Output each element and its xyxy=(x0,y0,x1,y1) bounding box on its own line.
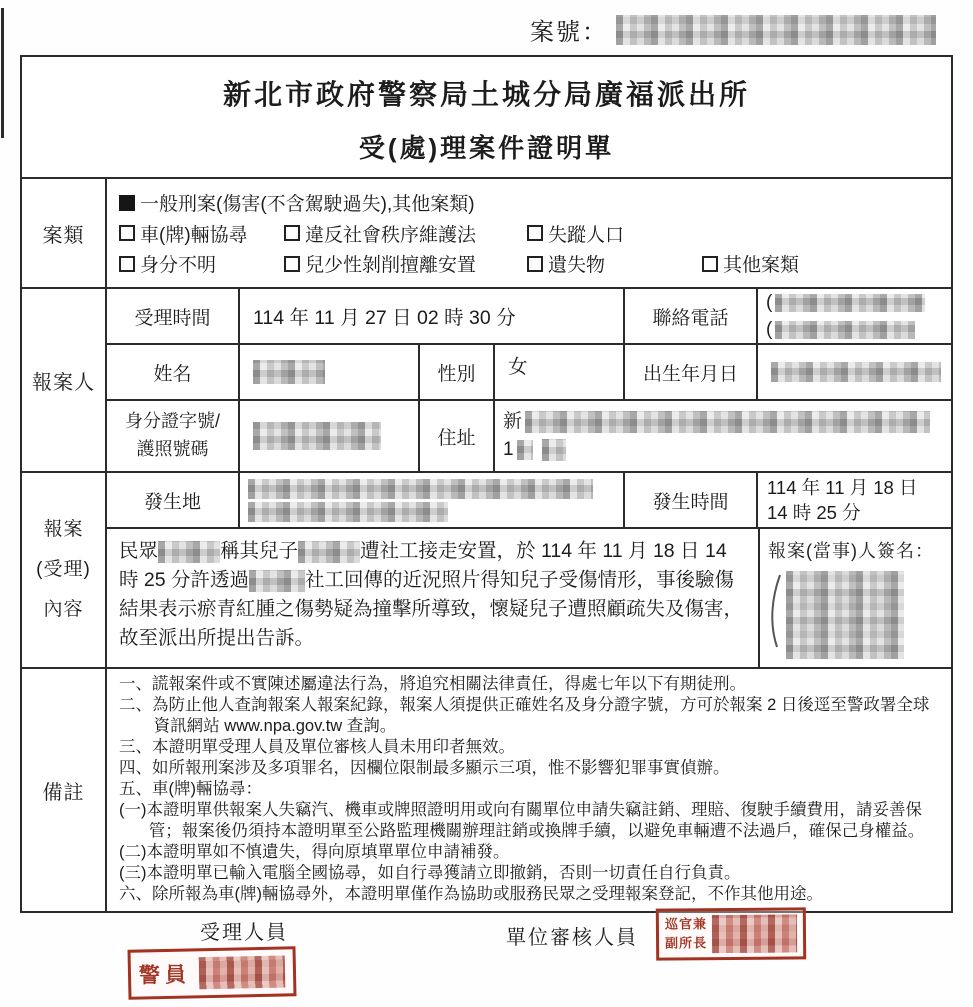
section-report-content xyxy=(22,473,951,669)
note-item: 五、車(牌)輛協尋： xyxy=(119,780,262,798)
checkbox-icon xyxy=(284,256,300,272)
address-redacted xyxy=(542,439,566,461)
checkbox-lost-property xyxy=(527,250,702,277)
note-subitem: (一)本證明單供報案人失竊汽、機車或牌照證明用或向有關單位申請失竊註銷、理賠、復駛手續費用，請妥善保管；報案後仍須持本證明單至公路監理機關辦理註銷或換牌手續，以避免車輛遭不法過戶，確保己身權益。 xyxy=(119,801,925,840)
location-value xyxy=(240,473,625,527)
note-item: 二、為防止他人查詢報案人報案紀錄，報案人須提供正確姓名及身分證字號，方可於報案 2 日後逕至警政署全球資訊網站 www.npa.gov.tw 查詢。 xyxy=(119,696,930,735)
case-type-row-3 xyxy=(119,250,945,277)
phone-line-1 xyxy=(766,291,925,315)
checkbox-general-criminal-case xyxy=(119,189,475,216)
phone-prefix: ( xyxy=(766,318,773,340)
report-label-line1: 報案 xyxy=(43,519,84,541)
option-label: 身分不明 xyxy=(140,255,217,276)
checkbox-icon xyxy=(527,225,543,241)
note-item: 三、本證明單受理人員及單位審核人員未用印者無效。 xyxy=(119,738,515,756)
address-value xyxy=(495,401,951,471)
location-redacted xyxy=(248,479,593,499)
checkbox-icon xyxy=(119,225,135,241)
id-number-value xyxy=(240,401,420,471)
section-notes xyxy=(22,669,951,911)
statement-text xyxy=(119,537,746,653)
option-label: 其他案類 xyxy=(723,255,800,276)
note-subitem: (三)本證明單已輸入電腦全國協尋，如自行尋獲請立即撤銷，否則一切責任自行負責。 xyxy=(119,864,741,882)
row-statement-signature xyxy=(107,529,951,667)
signature-stroke-icon xyxy=(768,571,784,651)
option-label: 失蹤人口 xyxy=(548,224,625,246)
address-prefix: 新 xyxy=(503,411,523,432)
option-label: 一般刑案(傷害(不含駕駛過失),其他案類) xyxy=(140,194,475,215)
statement-redacted-name xyxy=(158,541,220,563)
address-redacted xyxy=(517,440,533,460)
scan-edge-artifact xyxy=(1,8,4,138)
signature-redacted xyxy=(786,571,904,659)
section-reporter xyxy=(22,289,951,473)
case-number-redacted xyxy=(616,15,936,45)
case-number-bar xyxy=(530,12,936,47)
checkbox-icon xyxy=(119,256,135,272)
stamp-rank-inspector-deputy-chief xyxy=(665,915,707,953)
birth-label: 出生年月日 xyxy=(625,345,758,399)
note-subitem: (二)本證明單如不慎遺失，得向原填單單位申請補發。 xyxy=(119,843,510,861)
stamp-rank-police-officer: 警員 xyxy=(138,963,192,988)
officer-footer xyxy=(0,902,973,1007)
contact-phone-label: 聯絡電話 xyxy=(625,289,758,343)
reporter-section-label: 報案人 xyxy=(22,289,107,471)
phone-redacted xyxy=(775,321,915,339)
id-number-label xyxy=(107,401,240,471)
option-label: 遺失物 xyxy=(548,255,606,276)
name-redacted xyxy=(253,360,325,384)
stamp-rank-line2: 副所長 xyxy=(665,935,708,951)
officer-name-redacted xyxy=(712,914,797,953)
id-label-line1: 身分證字號/ xyxy=(124,411,220,432)
gender-value: 女 xyxy=(495,345,625,399)
row-accept-time xyxy=(107,289,951,345)
location-label: 發生地 xyxy=(107,473,240,527)
checkbox-other-case xyxy=(702,250,799,277)
note-item: 四、如所報刑案涉及多項罪名，因欄位限制最多顯示三項，惟不影響犯罪事實偵辦。 xyxy=(119,759,730,777)
accept-time-value: 114 年 11 月 27 日 02 時 30 分 xyxy=(240,289,625,343)
report-section-label xyxy=(22,473,107,667)
notes-list xyxy=(107,669,951,911)
agency-title: 新北市政府警察局土城分局廣福派出所 xyxy=(222,79,750,110)
case-number-label: 案號： xyxy=(530,19,608,46)
row-location-time xyxy=(107,473,951,529)
case-type-row-2 xyxy=(119,220,945,247)
birth-redacted xyxy=(771,362,941,382)
row-id-address xyxy=(107,401,951,471)
phone-redacted xyxy=(775,294,925,312)
statement-cell xyxy=(107,529,760,667)
checkbox-icon xyxy=(702,256,718,272)
report-label-line3: 內容 xyxy=(43,598,84,620)
case-type-row-1 xyxy=(119,189,945,216)
phone-prefix: ( xyxy=(766,291,773,313)
certificate-form xyxy=(20,55,953,913)
address-prefix: 1 xyxy=(503,439,514,460)
checkbox-icon xyxy=(527,256,543,272)
checkbox-vehicle-search xyxy=(119,220,284,247)
id-redacted xyxy=(253,422,381,450)
form-title: 受(處)理案件證明單 xyxy=(358,133,615,163)
reviewing-officer-label: 單位審核人員 xyxy=(506,927,638,949)
checkbox-icon xyxy=(119,195,135,211)
statement-redacted-name xyxy=(298,541,360,563)
phone-line-2 xyxy=(766,318,915,342)
section-case-type xyxy=(22,179,951,289)
id-label-line2: 護照號碼 xyxy=(136,439,209,459)
signature-cell xyxy=(760,529,951,667)
accept-time-label: 受理時間 xyxy=(107,289,240,343)
address-redacted xyxy=(525,411,930,433)
signature-label: 報案(當事)人簽名： xyxy=(768,541,934,561)
statement-part: 民眾 xyxy=(119,540,159,562)
occur-time-line1: 114 年 11 月 18 日 xyxy=(767,477,918,498)
address-label: 住址 xyxy=(420,401,495,471)
accepting-officer-label: 受理人員 xyxy=(200,922,288,944)
reviewing-officer-stamp xyxy=(656,907,806,960)
address-line-1 xyxy=(503,409,930,435)
officer-name-redacted xyxy=(199,955,286,989)
form-title-block xyxy=(22,57,951,179)
occur-time-value xyxy=(758,473,951,527)
signature-area xyxy=(768,571,904,659)
option-label: 違反社會秩序維護法 xyxy=(305,224,477,246)
occur-time-line2: 14 時 25 分 xyxy=(767,502,861,523)
statement-part: 社工回傳的近況照片得知兒子受傷情形，事後驗傷結果表示瘀青紅腫之傷勢疑為撞擊所導致，懷疑兒子遭照顧疏失及傷害，故至派出所提出告訴。 xyxy=(119,569,744,649)
report-label-line2: (受理) xyxy=(36,559,91,581)
statement-part: 遭社工接走安置，於 114 年 11 月 18 日 14 時 25 分許透過 xyxy=(119,540,727,591)
checkbox-icon xyxy=(284,225,300,241)
checkbox-missing-person xyxy=(527,220,702,247)
gender-label: 性別 xyxy=(420,345,495,399)
birth-value xyxy=(758,345,951,399)
note-item: 一、謊報案件或不實陳述屬違法行為，將追究相關法律責任，得處七年以下有期徒刑。 xyxy=(119,675,746,693)
option-label: 車(牌)輛協尋 xyxy=(140,224,248,246)
name-value xyxy=(240,345,420,399)
checkbox-unknown-identity xyxy=(119,250,284,277)
checkbox-social-order-violation xyxy=(284,220,527,247)
contact-phone-value xyxy=(758,289,951,343)
statement-redacted-name xyxy=(249,570,305,592)
row-name-gender-birth xyxy=(107,345,951,401)
occur-time-label: 發生時間 xyxy=(625,473,758,527)
name-label: 姓名 xyxy=(107,345,240,399)
accepting-officer-stamp xyxy=(127,946,296,1000)
location-redacted xyxy=(248,502,448,522)
note-item: 六、除所報為車(牌)輛協尋外，本證明單僅作為協助或服務民眾之受理報案登記，不作其他用途。 xyxy=(119,885,823,903)
case-type-section-label: 案類 xyxy=(22,179,107,287)
notes-section-label: 備註 xyxy=(22,669,107,911)
statement-part: 稱其兒子 xyxy=(220,540,299,562)
option-label: 兒少性剝削擅離安置 xyxy=(305,255,477,276)
checkbox-child-protection-leave xyxy=(284,250,527,277)
case-type-options xyxy=(107,179,951,287)
stamp-rank-line1: 巡官兼 xyxy=(664,916,707,932)
address-line-2 xyxy=(503,437,566,463)
